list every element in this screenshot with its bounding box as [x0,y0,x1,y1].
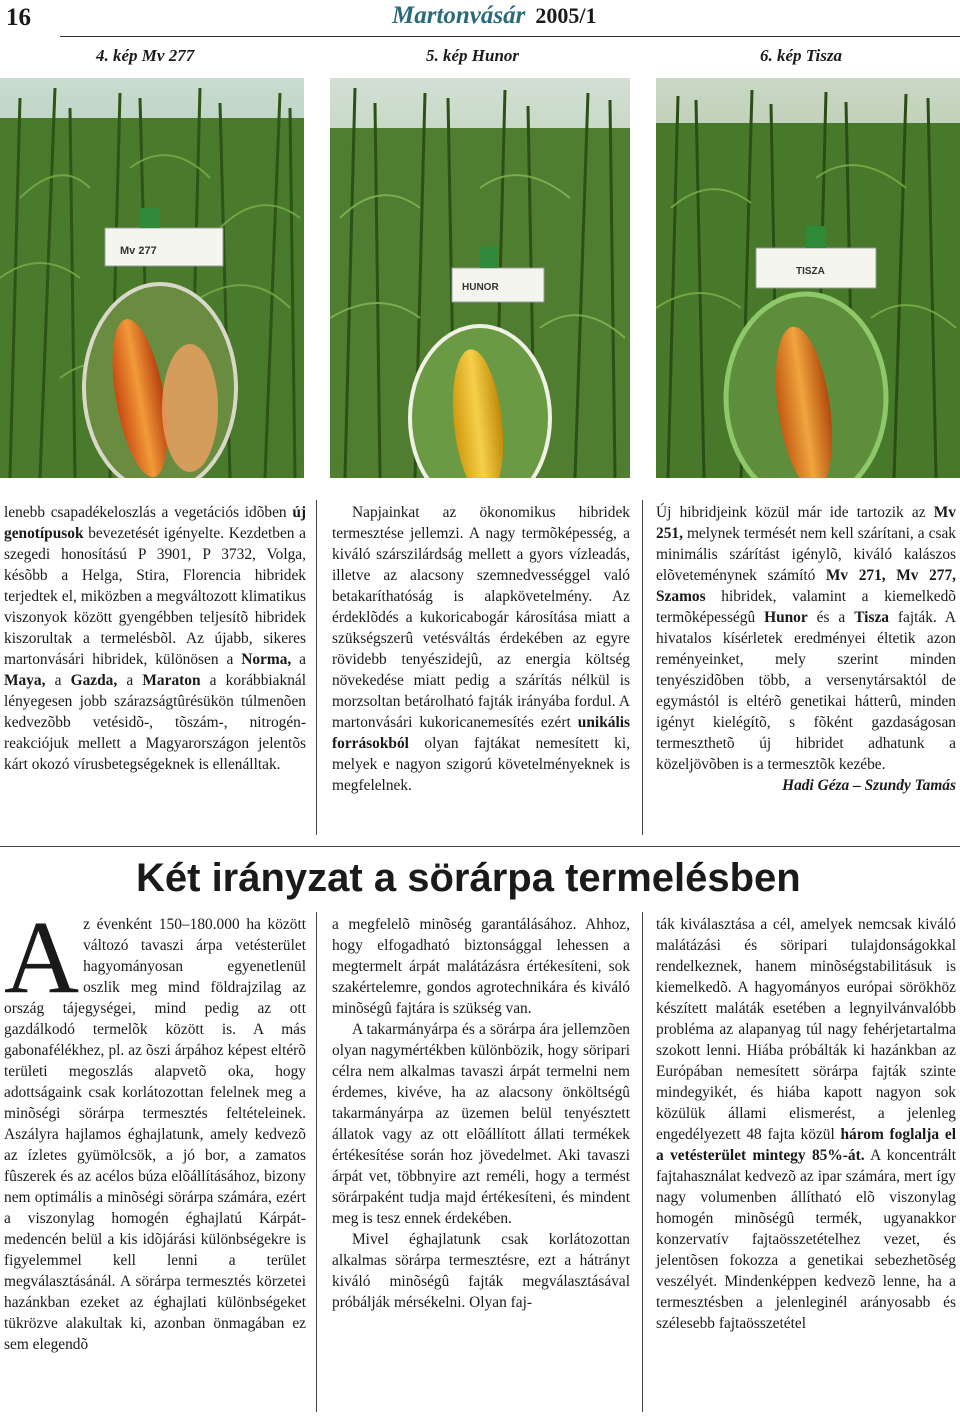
article2-col2-p2: A takarmányárpa és a sörárpa ára jellemzõen olyan nagymértékben különbözik, hogy söripari célra nem alkalmas tavaszi árpát termelni nem érdemes, kivéve, ha az alacsony önköltségû takarmányárpa az üzemen belül tenyésztett állatok vagy az ott elõállított állati termékek értékesítése során hoz jövedelmet. Aki tavaszi árpát vet, többnyire azt reméli, hogy a termést sörárpaként tudja majd értékesíteni, és mindent meg is tesz ennek érdekében. [332,1021,630,1227]
column-divider [316,912,317,1412]
article2-column-2 [332,914,630,1313]
article2-title: Két irányzat a sörárpa termelésben [136,856,801,900]
corn-field-image [330,78,630,478]
page-number: 16 [6,4,31,31]
caption-photo-5: 5. kép Hunor [426,46,520,65]
article1-author: Hadi Géza – Szundy Tamás [782,777,956,794]
dropcap-letter: A [4,900,80,1015]
sign-label-mv277: Mv 277 [120,245,157,257]
article2-col3-text [656,914,956,1334]
caption-photo-6: 6. kép Tisza [760,46,843,65]
corn-field-image [656,78,960,478]
page-header [0,0,960,36]
article1-col2-text: Napjainkat az ökonomikus hibridek termesztése jellemzi. A nagy termõképesség, a kiváló szárszilárdság mellett a gyors vízleadás, illetve az alacsony szemnedvességgel való betakaríthatóság is alapkövetelmény. Az érdeklõdés a kukoricabogár károsítása miatt a szükségszerû vetésváltás érdekében az egyre rövidebb tenyészidejû, az energia költség növekedése miatt pedig a szárítás nélkül is morzsoltan betárolható fajták irányába fordul. A martonvásári kukoricanemesítés ezért unikális forrásokból olyan fajtákat nemesített ki, melyek e nagyon szigorú követelményeknek is megfelelnek. [332,504,630,794]
article1-column-2 [332,502,630,796]
journal-title [392,2,597,30]
sign-label-tisza: TISZA [796,266,825,277]
article2-col2-p1: a megfelelõ minõség garantálásához. Ahhoz, hogy elfogadható biztonsággal lehessen a megtermelt árpát malátázásra értékesíteni, sok szakértelemre, gondos agrotechnikára és kiváló minõségû fajtára is szükség van. [332,916,630,1017]
caption-photo-4: 4. kép Mv 277 [96,46,195,65]
corn-photo-hunor [330,78,630,478]
column-divider [642,500,643,835]
article1-col1-text: lenebb csapadékeloszlás a vegetációs idõben új genotípusok bevezetését igényelte. Kezdetben a szegedi honosítású P 3901, P 3732, Volga, késõbb a Helga, Stira, Florencia hibridek terjedtek el, miközben a megváltozott klimatikus viszonyok között gyengébben teljesítõ hibridek kiszorultak a termelésbõl. Az újabb, sikeres martonvásári hibridek, különösen a Norma, a Maya, a Gazda, a Maraton a korábbiaknál lényegesen jobb szárazságtûrésükön túlmenõen kedvezõbb vetésidõ-, tõszám-, nitrogén-reakciójuk mellett a Magyarországon jelentõs kárt okozó vírusbetegségeknek is ellenálltak. [4,504,307,773]
corn-field-image [0,78,304,478]
article2-column-1 [4,900,306,1355]
article2-col3-part-a: ták kiválasztása a cél, amelyek nemcsak kiváló malátázási és söripari tulajdonságokkal rendelkeznek, hanem minõségstabilitásuk is kiemelkedõ. A hagyományos európai sörökhöz készített maláták esetében a legnyilvánvalóbb probléma az alapanyag túl nagy fehérjetartalma szokott lenni. Hiába próbálták ki hazánkban az Európában nemesített sörárpa fajták szinte mindegyikét, és hiába kapott nagyon sok közülük állami elismerést, a jelenleg engedélyezett 48 fajta közül [656,916,956,1143]
article2-col3-part-b: A koncentrált fajtahasználat kedvezõ az ipar számára, mert így nagy volumenben állítható elõ viszonylag homogén minõségû termék, ugyanakkor konzervatív fajtaösszetételhez vezet, és jelentõsen fokozza a genetikai sebezhetõség veszélyét. Mindenképpen kedvezõ lenne, ha a termesztésben a jelenleginél arányosabb és szélesebb fajtaösszetétel [656,1147,956,1332]
sign-label-hunor: HUNOR [462,282,499,293]
header-rule [60,36,960,37]
article1-column-3 [656,502,956,796]
article2-col3-bold: három foglalja el a vetésterület mintegy 85%-át. [656,1126,956,1164]
article-separator [0,846,960,847]
column-divider [316,500,317,835]
article2-col1-text: z évenként 150–180.000 ha között változó tavaszi árpa vetésterület hagyományosan egyenetlenül oszlik meg mind földrajzilag az ország tájegységei, mind pedig az ott gazdálkodó termelõk között is. A más gabonafélékhez, pl. az õszi árpához képest eltérõ területi megoszlás alapvetõ oka, hogy adottságaink csak korlátozottan felelnek meg a minõségi sörárpa termesztés feltételeinek. Aszályra hajlamos éghajlatunk, amely kedvezõ az ízletes gyümölcsök, a jó bor, a zamatos fûszerek és az acélos búza elõállításához, bizony nem optimális a minõségi sörárpa számára, ezért a viszonylag homogén éghajlatú Kárpát-medencén belül a kis idõjárási különbségekre is figyelemmel kell lenni a terület megválasztásánál. A sörárpa termesztés körzetei hazánkban ezeket az éghajlati különbségeket tükrözve alakultak ki, azonban önmagában ez sem elegendõ [4,916,306,1353]
article2-column-3 [656,914,956,1334]
article2-col2-p3: Mivel éghajlatunk csak korlátozottan alkalmas sörárpa termesztésre, ezt a hátrányt kiváló minõségû fajták megválasztásával próbálják mérsékelni. Olyan faj- [332,1231,630,1311]
article1-col3-text: Új hibridjeink közül már ide tartozik az Mv 251, melynek termését nem kell szárítani, a csak minimális szárítást igénylõ, kiváló kalászos elõveteménynek számító Mv 271, Mv 277, Szamos hibridek, valamint a kiemelkedõ termõképességû Hunor és a Tisza fajták. A hivatalos kísérletek eredményei éltetik azon reményeinket, mely szerint minden tenyészidõben több, a versenytársaktól de egymástól is eltérõ genetikai hátterû, minden igényt kielégítõ, s fõként gazdaságosan termeszthetõ új hibridet adhatunk a közeljövõben is a termesztõk kezébe. [656,504,956,773]
corn-photo-mv277 [0,78,304,478]
column-divider [642,912,643,1412]
corn-photo-tisza [656,78,960,478]
article1-column-1 [4,502,306,775]
journal-name: Martonvásár [392,2,526,29]
issue-number: 2005/1 [535,3,597,28]
